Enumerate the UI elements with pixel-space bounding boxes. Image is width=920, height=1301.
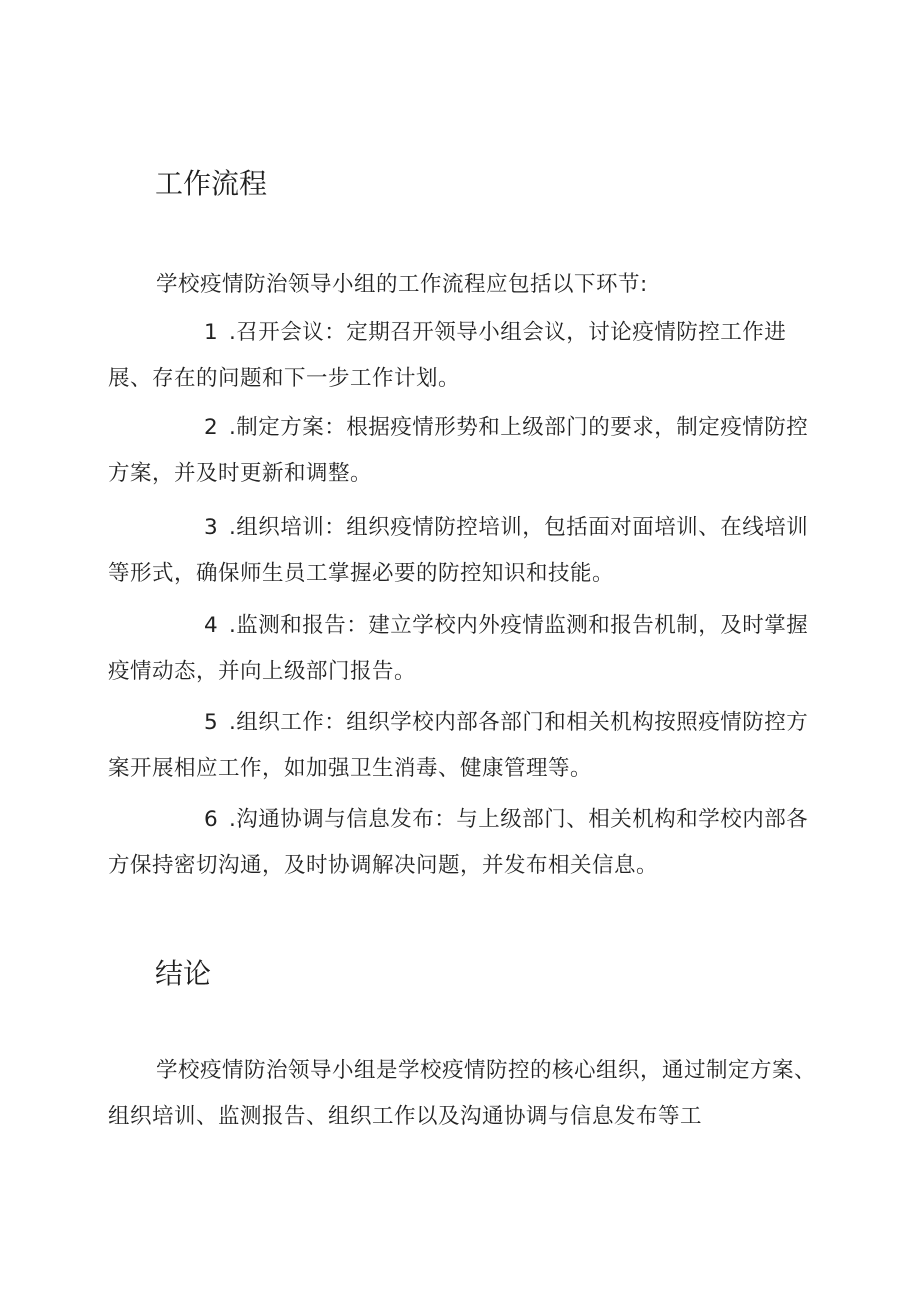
item-number: 6 [204,807,219,832]
list-item-6 [108,797,828,889]
item-number: 2 [204,415,219,440]
list-item-4 [108,603,828,695]
intro-paragraph: 学校疫情防治领导小组的工作流程应包括以下环节: [156,272,648,297]
item-number: 4 [204,613,219,638]
item-text: .监测和报告：建立学校内外疫情监测和报告机制，及时掌握疫情动态，并向上级部门报告。 [108,613,809,684]
list-item-3 [108,505,828,597]
item-number: 3 [204,515,219,540]
item-number: 5 [204,710,219,735]
item-text: .组织工作：组织学校内部各部门和相关机构按照疫情防控方案开展相应工作，如加强卫生消毒、健康管理等。 [108,710,809,781]
list-item-1 [108,310,828,402]
item-text: .召开会议：定期召开领导小组会议，讨论疫情防控工作进展、存在的问题和下一步工作计划。 [108,320,787,391]
section-heading-conclusion: 结论 [155,957,212,990]
item-text: .制定方案：根据疫情形势和上级部门的要求，制定疫情防控方案，并及时更新和调整。 [108,415,809,486]
list-item-5 [108,700,828,792]
item-text: .沟通协调与信息发布：与上级部门、相关机构和学校内部各方保持密切沟通，及时协调解决问题，并发布相关信息。 [108,807,809,878]
list-item-2 [108,405,828,497]
section-heading-workflow: 工作流程 [155,167,268,200]
item-text: .组织培训：组织疫情防控培训，包括面对面培训、在线培训等形式，确保师生员工掌握必要的防控知识和技能。 [108,515,809,586]
conclusion-paragraph: 学校疫情防治领导小组是学校疫情防控的核心组织，通过制定方案、组织培训、监测报告、组织工作以及沟通协调与信息发布等工 [108,1058,817,1129]
item-number: 1 [204,320,219,345]
